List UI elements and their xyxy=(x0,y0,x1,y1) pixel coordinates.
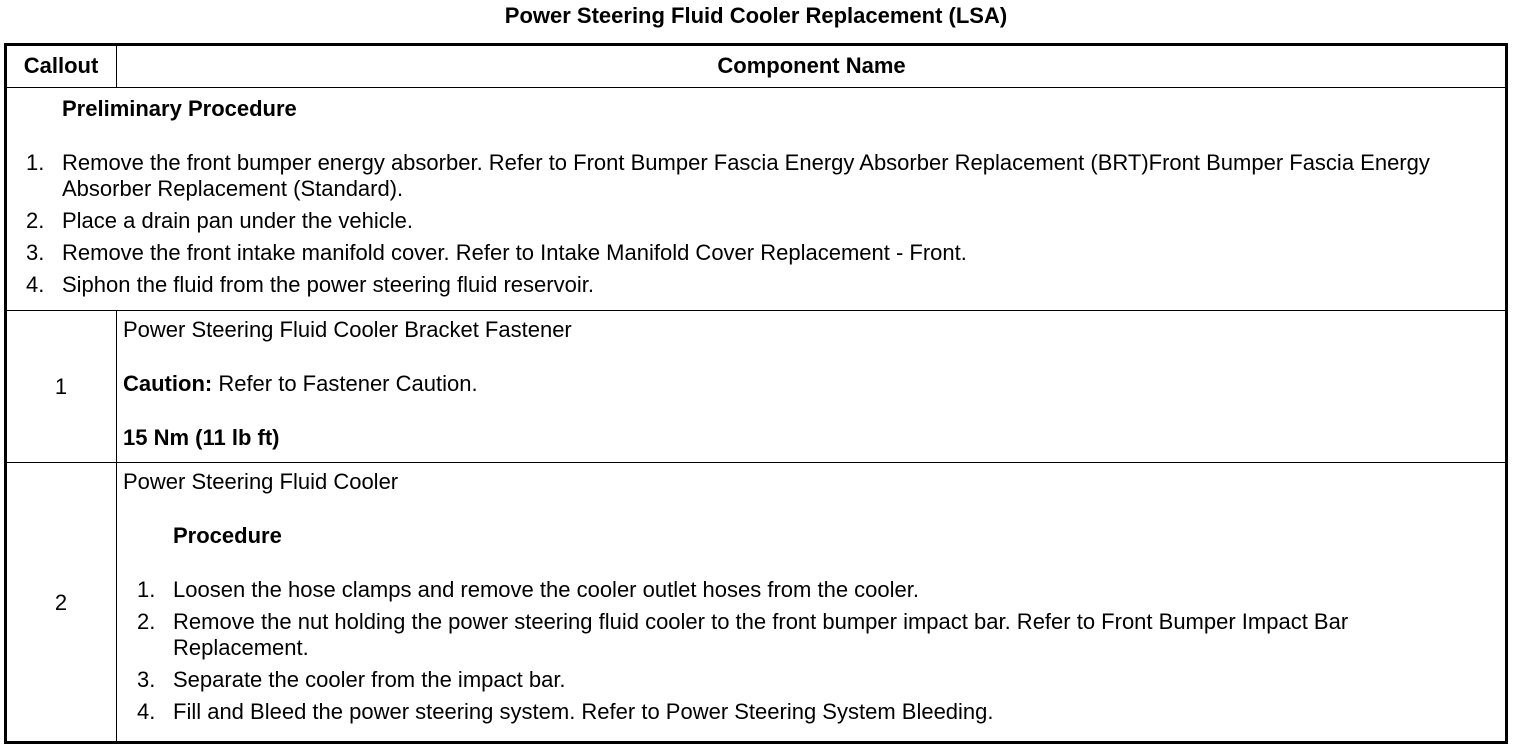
step-number: 3. xyxy=(26,240,45,265)
procedure-table xyxy=(5,44,1507,743)
procedure-heading: Procedure xyxy=(173,523,282,548)
step-number: 2. xyxy=(137,609,156,634)
preliminary-steps xyxy=(6,150,1506,298)
component-name: Power Steering Fluid Cooler xyxy=(123,469,399,494)
step-number: 4. xyxy=(137,699,156,724)
step-number: 2. xyxy=(26,208,45,233)
list-item xyxy=(6,208,1506,234)
list-item xyxy=(6,272,1506,298)
step-number: 3. xyxy=(137,667,156,692)
table-row xyxy=(6,463,1507,743)
procedure-steps xyxy=(123,577,1506,725)
list-item xyxy=(123,577,1506,603)
caution-line xyxy=(123,371,1506,397)
step-number: 1. xyxy=(26,150,45,175)
document-title: Power Steering Fluid Cooler Replacement (LSA) xyxy=(504,3,1008,28)
list-item xyxy=(123,699,1506,725)
component-cell xyxy=(117,311,1507,463)
step-number: 1. xyxy=(137,577,156,602)
step-text: Remove the nut holding the power steering fluid cooler to the front bumper impact bar. Refer to Front Bumper Impact Bar Replacement. xyxy=(173,609,1349,660)
step-text: Remove the front bumper energy absorber. Refer to Front Bumper Fascia Energy Absorber Replacement (BRT)Front Bumper Fascia Energy Absorber Replacement (Standard). xyxy=(62,150,1430,201)
list-item xyxy=(6,150,1506,202)
caution-text: Refer to Fastener Caution. xyxy=(212,371,478,396)
torque-spec: 15 Nm (11 lb ft) xyxy=(123,425,280,450)
step-text: Loosen the hose clamps and remove the cooler outlet hoses from the cooler. xyxy=(173,577,919,602)
step-text: Remove the front intake manifold cover. Refer to Intake Manifold Cover Replacement - Front. xyxy=(62,240,967,265)
list-item xyxy=(6,240,1506,266)
caution-label: Caution: xyxy=(123,371,213,396)
step-text: Place a drain pan under the vehicle. xyxy=(62,208,414,233)
step-text: Fill and Bleed the power steering system. Refer to Power Steering System Bleeding. xyxy=(173,699,994,724)
preliminary-cell xyxy=(6,88,1507,311)
list-item xyxy=(123,609,1506,661)
table-row xyxy=(6,311,1507,463)
callout-number: 2 xyxy=(6,463,117,743)
header-row xyxy=(6,45,1507,88)
preliminary-heading: Preliminary Procedure xyxy=(62,96,297,121)
step-number: 4. xyxy=(26,272,45,297)
component-name: Power Steering Fluid Cooler Bracket Fastener xyxy=(123,317,572,342)
list-item xyxy=(123,667,1506,693)
preliminary-row xyxy=(6,88,1507,311)
header-callout: Callout xyxy=(6,45,117,88)
step-text: Siphon the fluid from the power steering fluid reservoir. xyxy=(62,272,594,297)
header-component-name: Component Name xyxy=(117,45,1507,88)
callout-number: 1 xyxy=(6,311,117,463)
component-cell xyxy=(117,463,1507,743)
step-text: Separate the cooler from the impact bar. xyxy=(173,667,566,692)
